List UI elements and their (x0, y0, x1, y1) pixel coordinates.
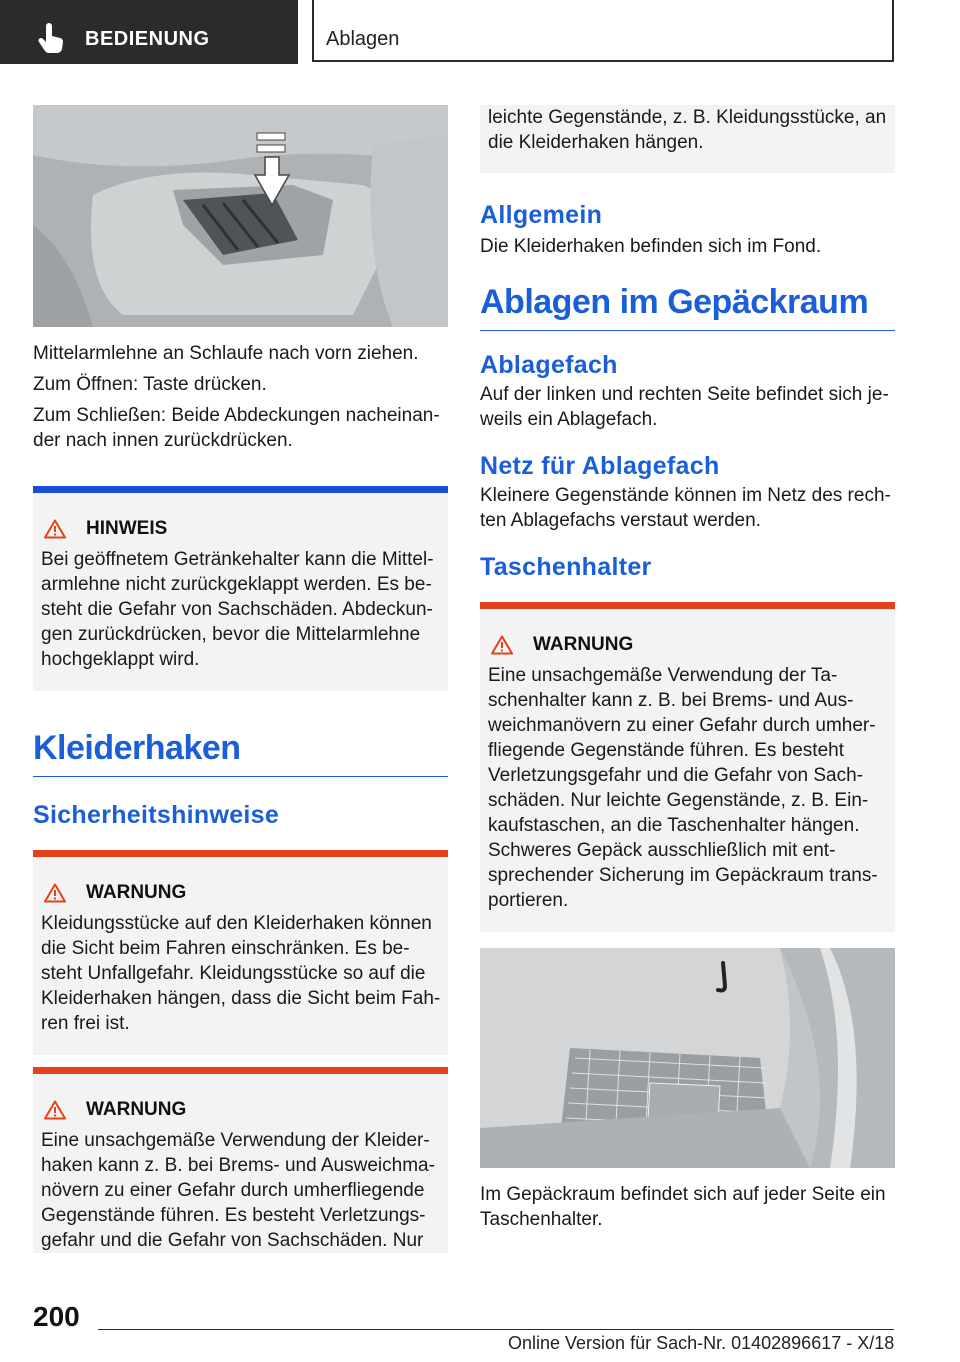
ablagefach-text: Auf der linken und rechten Seite befindet sich jeweils ein Ablagefach. (480, 384, 889, 430)
warnung-3-label: WARNUNG (533, 634, 634, 655)
heading-kleiderhaken: Kleiderhaken (33, 729, 448, 777)
caption-armrest-2: Zum Öffnen: Taste drücken. (33, 374, 267, 395)
taschenhalter-caption: Im Gepäckraum befindet sich auf jeder Seite ein Taschenhalter. (480, 1184, 886, 1230)
left-column (33, 105, 448, 1253)
warnung-1-text: Kleidungsstücke auf den Kleiderhaken können die Sicht beim Fahren einschränken. Es besteht Unfallgefahr. Kleidungsstücke so auf die Kleiderhaken hängen, dass die Sicht beim Fahren frei ist. (41, 913, 441, 1034)
hinweis-box (33, 486, 448, 691)
hinweis-text: Bei geöffnetem Getränkehalter kann die Mittelarmlehne nicht zurückgeklappt werden. Es besteht die Gefahr von Sachschäden. Abdeckungen zurückdrücken, bevor die Mittelarmlehne hochgeklappt wird. (41, 549, 434, 670)
hinweis-label: HINWEIS (86, 518, 168, 539)
header-section-tab (0, 0, 298, 64)
warning-triangle-icon (491, 635, 513, 655)
warning-triangle-icon (44, 1100, 66, 1120)
cargo-net-image (480, 948, 895, 1168)
heading-sicherheitshinweise: Sicherheitshinweise (33, 801, 280, 829)
header-section-label: BEDIENUNG (85, 28, 210, 50)
allgemein-text: Die Kleiderhaken befinden sich im Fond. (480, 236, 822, 257)
warnung-2-text: Eine unsachgemäße Verwendung der Kleiderhaken kann z. B. bei Brems- und Ausweichmanövern zu einer Gefahr durch umherfliegende Gegenstände führen. Es besteht Verletzungsgefahr und die Gefahr von Sachschäden. Nur (41, 1130, 435, 1251)
caption-armrest-1: Mittelarmlehne an Schlaufe nach vorn ziehen. (33, 343, 419, 364)
header-title: Ablagen (326, 28, 400, 50)
heading-ablagen-gepaeckraum: Ablagen im Gepäckraum (480, 283, 895, 331)
warnung-box-3 (480, 602, 895, 932)
heading-ablagefach: Ablagefach (480, 351, 618, 379)
warnung-2-label: WARNUNG (86, 1099, 187, 1120)
warning-triangle-icon (44, 883, 66, 903)
heading-taschenhalter: Taschenhalter (480, 553, 652, 581)
right-column (480, 105, 895, 1232)
netz-text: Kleinere Gegenstände können im Netz des rechten Ablagefachs verstaut werden. (480, 485, 891, 531)
page-number: 200 (33, 1301, 80, 1332)
warnung-continued-box (480, 105, 895, 173)
armrest-image (33, 105, 448, 327)
warnung-1-label: WARNUNG (86, 882, 187, 903)
header-title-box (312, 0, 894, 62)
warnung-box-2 (33, 1067, 448, 1253)
warnung-box-1 (33, 850, 448, 1055)
heading-netz-ablagefach: Netz für Ablagefach (480, 452, 720, 480)
footer-online-version: Online Version für Sach-Nr. 01402896617 - X/18 (508, 1333, 895, 1353)
caption-armrest-3: Zum Schließen: Beide Abdeckungen nacheinander nach innen zurückdrücken. (33, 405, 440, 451)
hand-pointer-icon (34, 22, 68, 56)
warning-triangle-icon (44, 519, 66, 539)
footer-divider (98, 1329, 894, 1330)
warnung-3-text: Eine unsachgemäße Verwendung der Taschenhalter kann z. B. bei Brems- und Ausweichmanövern zu einer Gefahr durch umherfliegende Gegenstände führen. Es besteht Verletzungsgefahr und die Gefahr von Sachschäden. Nur leichte Gegenstände, z. B. Einkaufstaschen, an die Taschenhalter hängen. Schweres Gepäck ausschließlich mit entsprechender Sicherung im Gepäckraum transportieren. (488, 665, 878, 911)
heading-allgemein: Allgemein (480, 201, 603, 229)
warnung-continued-text: leichte Gegenstände, z. B. Kleidungsstücke, an die Kleiderhaken hängen. (488, 107, 887, 153)
